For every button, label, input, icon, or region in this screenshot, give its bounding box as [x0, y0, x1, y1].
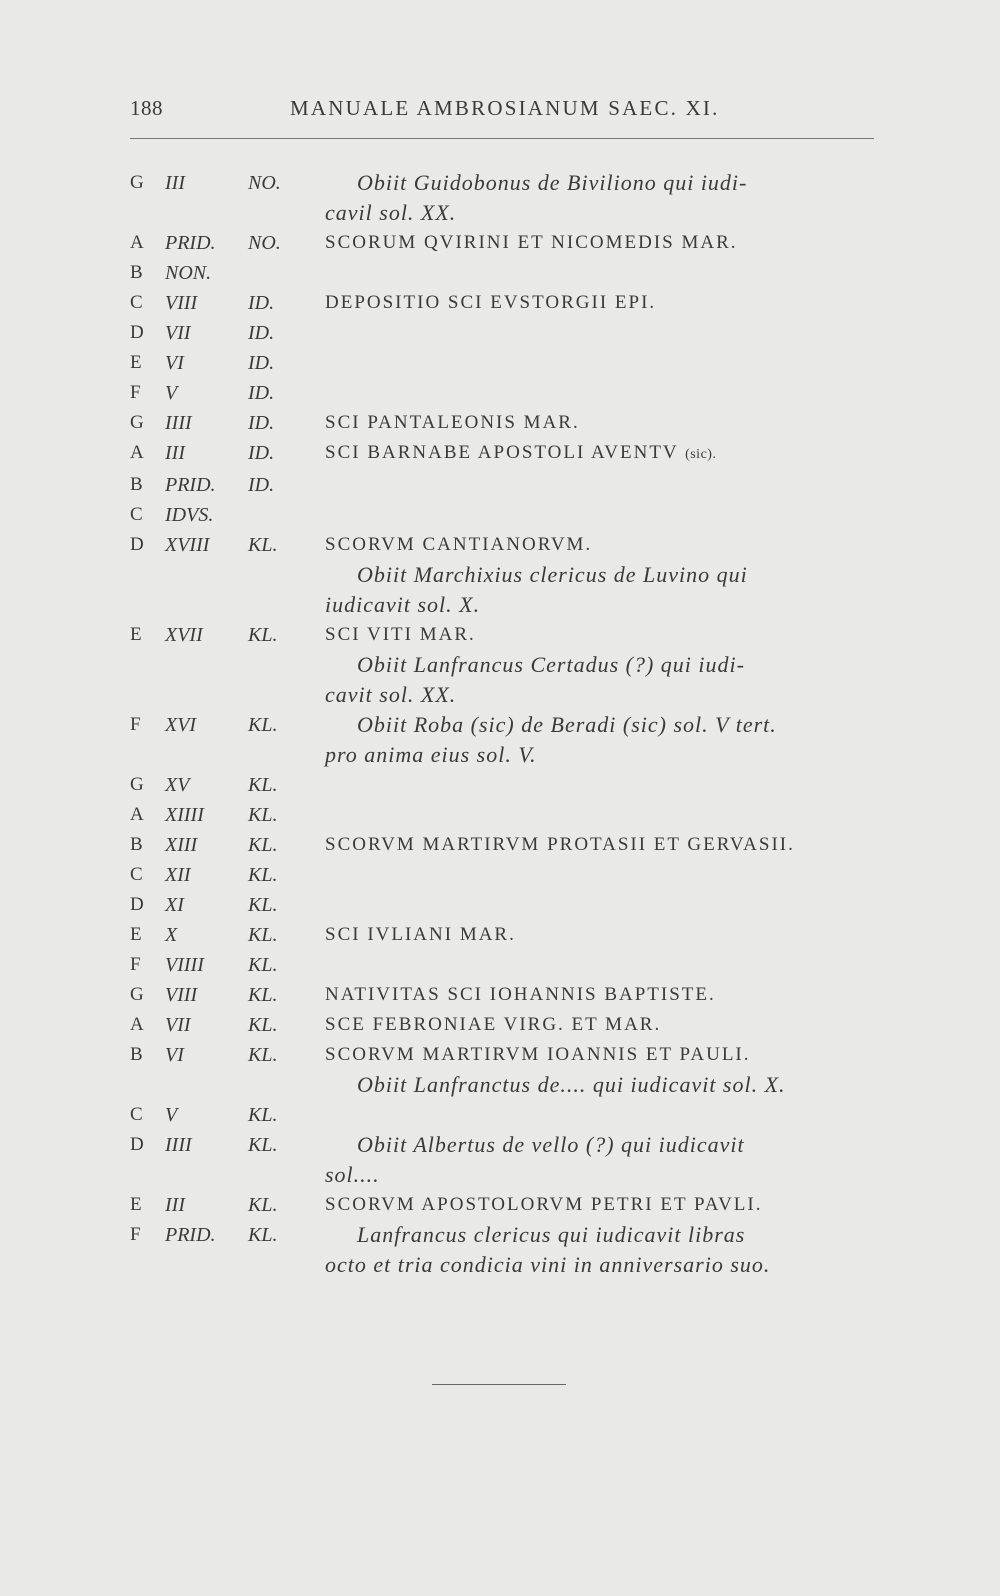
day-unit: KL.	[248, 1134, 278, 1156]
day-number: VII	[165, 1014, 191, 1036]
dominical-letter: A	[130, 1014, 145, 1035]
entry	[325, 438, 880, 470]
entry	[325, 348, 880, 378]
entry-text: Obiit Marchixius clericus de Luvino qui	[357, 562, 748, 587]
page-header	[130, 96, 875, 126]
entry-text: pro anima eius sol. V.	[325, 742, 537, 767]
calendar-row	[130, 800, 890, 830]
calendar-row	[130, 530, 890, 620]
entry-text: Obiit Lanfrancus Certadus (?) qui iudi-	[357, 652, 745, 677]
dominical-letter: A	[130, 232, 145, 253]
dominical-letter: F	[130, 954, 142, 975]
entry-text: iudicavit sol. X.	[325, 592, 481, 617]
entry	[325, 288, 880, 318]
dominical-letter: G	[130, 172, 145, 193]
day-number: III	[165, 1194, 185, 1216]
day-unit: KL.	[248, 984, 278, 1006]
obituary-line	[325, 590, 880, 620]
page-number: 188	[130, 96, 163, 120]
obituary-line	[325, 1070, 880, 1100]
day-number: III	[165, 172, 185, 194]
day-unit: KL.	[248, 864, 278, 886]
calendar-row	[130, 348, 890, 378]
day-unit: KL.	[248, 804, 278, 826]
day-number: IIII	[165, 1134, 192, 1156]
calendar-row	[130, 378, 890, 408]
day-unit: ID.	[248, 292, 275, 314]
calendar-row	[130, 830, 890, 860]
feast-line	[325, 288, 880, 318]
obituary-line	[325, 1220, 880, 1250]
entry	[325, 470, 880, 500]
dominical-letter: C	[130, 504, 144, 525]
calendar-row	[130, 438, 890, 470]
calendar-row	[130, 710, 890, 770]
dominical-letter: B	[130, 474, 144, 495]
dominical-letter: E	[130, 352, 143, 373]
obituary-line	[325, 710, 880, 740]
calendar-row	[130, 980, 890, 1010]
dominical-letter: C	[130, 864, 144, 885]
feast-line	[325, 228, 880, 258]
entry	[325, 408, 880, 438]
entry	[325, 1220, 880, 1280]
day-number: XIIII	[165, 804, 204, 826]
entry	[325, 770, 880, 800]
day-unit: ID.	[248, 412, 275, 434]
day-number: XVIII	[165, 534, 210, 556]
day-number: V	[165, 1104, 178, 1126]
feast-line	[325, 1190, 880, 1220]
entry	[325, 168, 880, 228]
day-unit: NO.	[248, 172, 281, 194]
obituary-line	[325, 198, 880, 228]
entry-text: cavit sol. XX.	[325, 682, 457, 707]
entry	[325, 318, 880, 348]
dominical-letter: A	[130, 804, 145, 825]
entry	[325, 1040, 880, 1100]
day-unit: KL.	[248, 1044, 278, 1066]
entry	[325, 860, 880, 890]
entry	[325, 1100, 880, 1130]
entry	[325, 980, 880, 1010]
calendar-row	[130, 408, 890, 438]
feast-line	[325, 830, 880, 860]
dominical-letter: B	[130, 834, 144, 855]
dominical-letter: F	[130, 714, 142, 735]
feast-line	[325, 980, 880, 1010]
calendar-row	[130, 1190, 890, 1220]
day-unit: KL.	[248, 774, 278, 796]
day-unit: KL.	[248, 1194, 278, 1216]
entry-text: sol....	[325, 1162, 380, 1187]
feast-line	[325, 530, 880, 560]
day-number: VIII	[165, 292, 198, 314]
entry-text: SCI VITI MAR.	[325, 624, 476, 645]
dominical-letter: C	[130, 1104, 144, 1125]
day-unit: KL.	[248, 924, 278, 946]
running-title: MANUALE AMBROSIANUM SAEC. XI.	[290, 96, 720, 120]
obituary-line	[325, 740, 880, 770]
dominical-letter: G	[130, 984, 145, 1005]
dominical-letter: D	[130, 894, 145, 915]
day-number: VIIII	[165, 954, 204, 976]
calendar-row	[130, 168, 890, 228]
obituary-line	[325, 680, 880, 710]
day-number: NON.	[165, 262, 212, 284]
day-number: XV	[165, 774, 190, 796]
day-unit: KL.	[248, 1104, 278, 1126]
day-number: III	[165, 442, 185, 464]
entry	[325, 890, 880, 920]
calendar-row	[130, 1040, 890, 1100]
entry	[325, 830, 880, 860]
entry-text: SCI IVLIANI MAR.	[325, 924, 516, 945]
calendar-row	[130, 770, 890, 800]
calendar-row	[130, 288, 890, 318]
dominical-letter: E	[130, 924, 143, 945]
day-unit: KL.	[248, 1224, 278, 1246]
day-number: VIII	[165, 984, 198, 1006]
entry	[325, 920, 880, 950]
entry	[325, 800, 880, 830]
day-unit: KL.	[248, 954, 278, 976]
calendar-row	[130, 1130, 890, 1190]
day-number: X	[165, 924, 178, 946]
calendar-row	[130, 258, 890, 288]
day-number: XVI	[165, 714, 197, 736]
entry-text: SCI BARNABE APOSTOLI AVENTV	[325, 442, 679, 463]
calendar-row	[130, 228, 890, 258]
entry-text: SCORVM APOSTOLORVM PETRI ET PAVLI.	[325, 1194, 763, 1215]
calendar-row	[130, 1100, 890, 1130]
entry	[325, 710, 880, 770]
entry	[325, 950, 880, 980]
entry-text: cavil sol. XX.	[325, 200, 457, 225]
sic-note: (sic).	[685, 447, 717, 462]
day-number: VI	[165, 1044, 184, 1066]
day-number: V	[165, 382, 178, 404]
entry	[325, 1190, 880, 1220]
entry	[325, 620, 880, 710]
day-number: XVII	[165, 624, 203, 646]
feast-line	[325, 1010, 880, 1040]
dominical-letter: G	[130, 774, 145, 795]
day-number: VI	[165, 352, 184, 374]
entry-text: Obiit Roba (sic) de Beradi (sic) sol. V tert.	[357, 712, 777, 737]
entry-text: Obiit Lanfranctus de.... qui iudicavit sol. X.	[357, 1072, 786, 1097]
day-number: IDVS.	[165, 504, 214, 526]
dominical-letter: D	[130, 534, 145, 555]
entry-text: SCI PANTALEONIS MAR.	[325, 412, 580, 433]
calendar-row	[130, 950, 890, 980]
obituary-line	[325, 168, 880, 198]
calendar-row	[130, 500, 890, 530]
day-unit: KL.	[248, 834, 278, 856]
calendar-row	[130, 470, 890, 500]
feast-line	[325, 920, 880, 950]
obituary-line	[325, 650, 880, 680]
entry	[325, 1130, 880, 1190]
day-unit: KL.	[248, 894, 278, 916]
dominical-letter: F	[130, 1224, 142, 1245]
dominical-letter: C	[130, 292, 144, 313]
calendar-row	[130, 860, 890, 890]
day-number: PRID.	[165, 1224, 216, 1246]
entry-text: DEPOSITIO SCI EVSTORGII EPI.	[325, 292, 657, 313]
entry	[325, 500, 880, 530]
entry-text: NATIVITAS SCI IOHANNIS BAPTISTE.	[325, 984, 716, 1005]
day-number: IIII	[165, 412, 192, 434]
obituary-line	[325, 1250, 880, 1280]
entry-text: octo et tria condicia vini in anniversario suo.	[325, 1252, 771, 1277]
entry	[325, 1010, 880, 1040]
entry	[325, 228, 880, 258]
day-number: PRID.	[165, 232, 216, 254]
day-number: PRID.	[165, 474, 216, 496]
feast-line	[325, 620, 880, 650]
dominical-letter: D	[130, 322, 145, 343]
day-unit: ID.	[248, 352, 275, 374]
dominical-letter: B	[130, 262, 144, 283]
entry-text: SCORVM CANTIANORVM.	[325, 534, 593, 555]
calendar-row	[130, 1220, 890, 1280]
day-number: XII	[165, 864, 191, 886]
day-unit: ID.	[248, 442, 275, 464]
dominical-letter: E	[130, 1194, 143, 1215]
dominical-letter: D	[130, 1134, 145, 1155]
header-rule	[130, 138, 874, 139]
day-unit: ID.	[248, 382, 275, 404]
entry-text: Obiit Guidobonus de Biviliono qui iudi-	[357, 170, 748, 195]
calendar-row	[130, 318, 890, 348]
day-unit: KL.	[248, 1014, 278, 1036]
calendar-row	[130, 890, 890, 920]
calendar-row	[130, 920, 890, 950]
dominical-letter: A	[130, 442, 145, 463]
day-unit: ID.	[248, 474, 275, 496]
entry-text: SCORUM QVIRINI ET NICOMEDIS MAR.	[325, 232, 738, 253]
obituary-line	[325, 1130, 880, 1160]
entry-text: SCORVM MARTIRVM PROTASII ET GERVASII.	[325, 834, 795, 855]
end-rule	[432, 1384, 566, 1385]
day-unit: ID.	[248, 322, 275, 344]
feast-line	[325, 408, 880, 438]
dominical-letter: B	[130, 1044, 144, 1065]
day-number: XIII	[165, 834, 198, 856]
day-number: VII	[165, 322, 191, 344]
calendar-table	[130, 168, 890, 1280]
day-unit: KL.	[248, 534, 278, 556]
obituary-line	[325, 560, 880, 590]
day-unit: NO.	[248, 232, 281, 254]
entry	[325, 258, 880, 288]
day-unit: KL.	[248, 624, 278, 646]
feast-line	[325, 1040, 880, 1070]
entry-text: Obiit Albertus de vello (?) qui iudicavit	[357, 1132, 745, 1157]
entry-text: SCORVM MARTIRVM IOANNIS ET PAULI.	[325, 1044, 751, 1065]
dominical-letter: E	[130, 624, 143, 645]
entry	[325, 530, 880, 620]
calendar-row	[130, 1010, 890, 1040]
obituary-line	[325, 1160, 880, 1190]
dominical-letter: G	[130, 412, 145, 433]
day-number: XI	[165, 894, 184, 916]
entry-text: SCE FEBRONIAE VIRG. ET MAR.	[325, 1014, 662, 1035]
calendar-row	[130, 620, 890, 710]
dominical-letter: F	[130, 382, 142, 403]
feast-line	[325, 438, 880, 470]
entry-text: Lanfrancus clericus qui iudicavit libras	[357, 1222, 746, 1247]
day-unit: KL.	[248, 714, 278, 736]
entry	[325, 378, 880, 408]
